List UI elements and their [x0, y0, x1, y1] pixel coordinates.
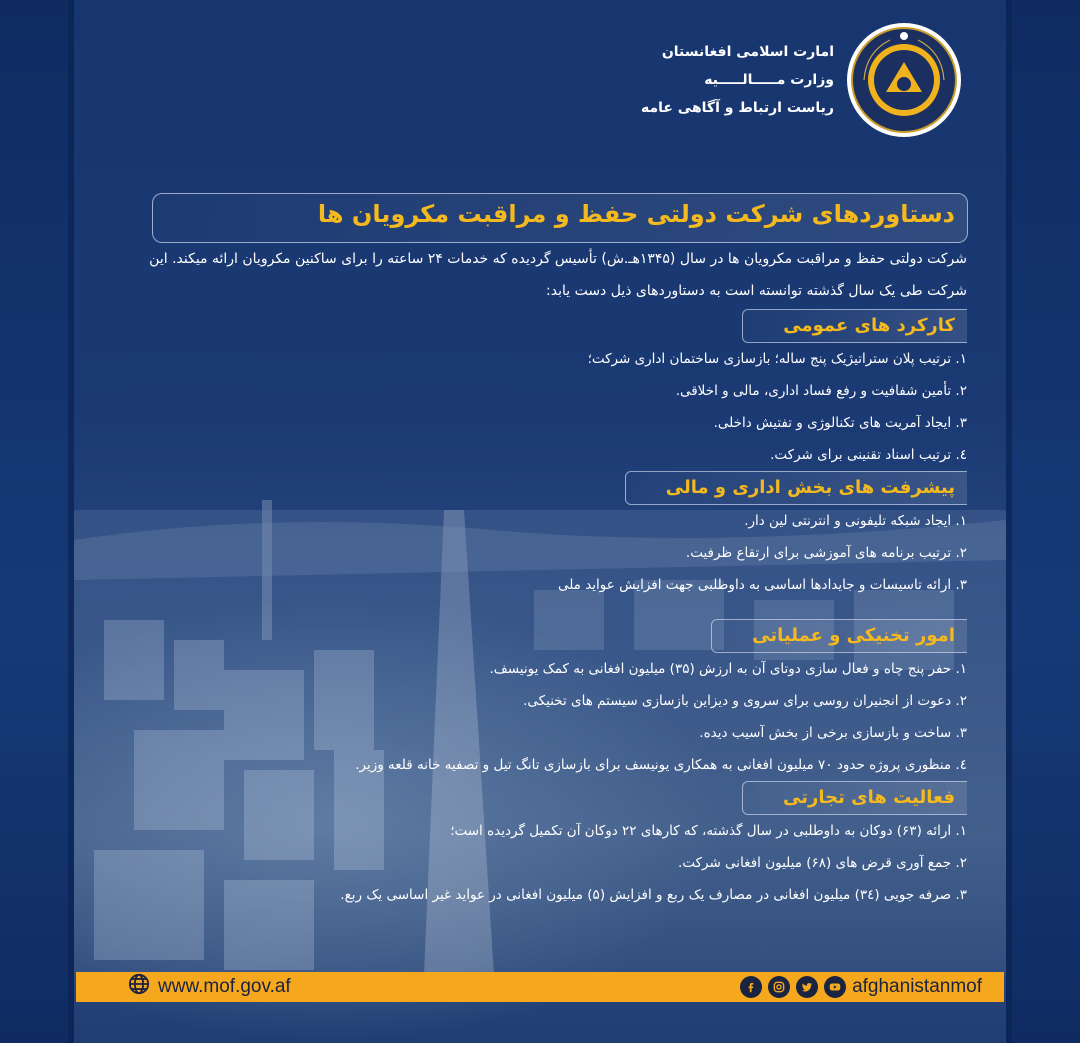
list-item: ۱. ارائه (۶۳) دوکان به داوطلبی در سال گذشته، که کارهای ۲۲ دوکان آن تکمیل گردیده است؛	[450, 823, 967, 839]
ministry-seal-icon	[846, 22, 962, 138]
section-heading: کارکرد های عمومی	[742, 309, 967, 343]
section-list	[107, 815, 967, 911]
header-directorate-name: ریاست ارتباط و آگاهی عامه	[640, 100, 834, 116]
youtube-icon[interactable]	[824, 976, 846, 998]
section-commercial-activities	[107, 781, 967, 911]
header-emirate-name: امارت اسلامی افغانستان	[661, 44, 834, 60]
list-item: ۲. ترتیب برنامه های آموزشی برای ارتقاع ظرفیت.	[685, 545, 967, 561]
header-ministry-name: وزارت مـــــالـــــیه	[704, 72, 834, 88]
header-text	[641, 38, 834, 122]
list-item: ٤. منظوری پروژه حدود ۷۰ میلیون افغانی به همکاری یونیسف برای بازسازی تانگ تیل و تصفیه خانه قلعه وزیر.	[355, 757, 967, 773]
right-border-stripe	[1006, 0, 1080, 1043]
section-general-functions	[107, 309, 967, 471]
intro-paragraph: شرکت دولتی حفظ و مراقبت مکرویان ها در سال (۱۳۴۵هـ.ش) تأسیس گردیده که خدمات ۲۴ ساعته را برای ساکنین مکرویان ارائه میکند. این شرکت طی یک سال گذشته توانسته است به دستاوردهای ذیل دست یابد:	[149, 251, 967, 299]
twitter-icon[interactable]	[796, 976, 818, 998]
title-box	[152, 193, 968, 243]
instagram-icon[interactable]	[768, 976, 790, 998]
list-item: ۲. تأمین شفافیت و رفع فساد اداری، مالی و اخلاقی.	[675, 383, 967, 399]
section-list	[107, 343, 967, 471]
section-technical-operations	[107, 619, 967, 781]
list-item: ۳. ارائه تاسیسات و جایدادها اساسی به داوطلبی جهت افزایش عواید ملی	[557, 577, 967, 593]
section-list	[107, 653, 967, 781]
facebook-icon[interactable]	[740, 976, 762, 998]
list-item: ۳. ایجاد آمریت های تکنالوژی و تفتیش داخلی.	[713, 415, 967, 431]
header	[641, 22, 962, 138]
list-item: ۱. ترتیب پلان ستراتیژیک پنج ساله؛ بازسازی ساختمان اداری شرکت؛	[587, 351, 967, 367]
list-item: ۱. ایجاد شبکه تلیفونی و انترنتی لین دار.	[744, 513, 967, 529]
page-title: دستاوردهای شرکت دولتی حفظ و مراقبت مکرویان ها	[317, 200, 955, 228]
list-item: ٤. ترتیب اسناد تقنینی برای شرکت.	[770, 447, 967, 463]
list-item: ۳. صرفه جویی (۳٤) میلیون افغانی در مصارف یک ربع و افزایش (۵) میلیون افغانی در عواید غیر اساسی یک ربع.	[340, 887, 967, 903]
footer-bar	[76, 972, 1004, 1002]
section-heading: امور تخنیکی و عملیاتی	[711, 619, 967, 653]
left-border-stripe	[0, 0, 74, 1043]
section-list	[107, 505, 967, 601]
list-item: ۱. حفر پنج چاه و فعال سازی دوتای آن به ارزش (۳۵) میلیون افغانی به کمک یونیسف.	[489, 661, 967, 677]
social-handle[interactable]: afghanistanmof	[852, 976, 982, 997]
section-heading: پیشرفت های بخش اداری و مالی	[625, 471, 967, 505]
social-links	[740, 976, 982, 998]
section-heading: فعالیت های تجارتی	[742, 781, 967, 815]
list-item: ۳. ساخت و بازسازی برخی از بخش آسیب دیده.	[699, 725, 967, 741]
website-url[interactable]: www.mof.gov.af	[158, 976, 291, 997]
globe-icon	[128, 973, 150, 1001]
section-admin-finance	[107, 471, 967, 601]
list-item: ۲. جمع آوری قرض های (۶۸) میلیون افغانی شرکت.	[678, 855, 967, 871]
website[interactable]	[128, 973, 291, 1001]
content	[107, 243, 967, 911]
list-item: ۲. دعوت از انجنیران روسی برای سروی و دیزاین بازسازی سیستم های تخنیکی.	[523, 693, 967, 709]
